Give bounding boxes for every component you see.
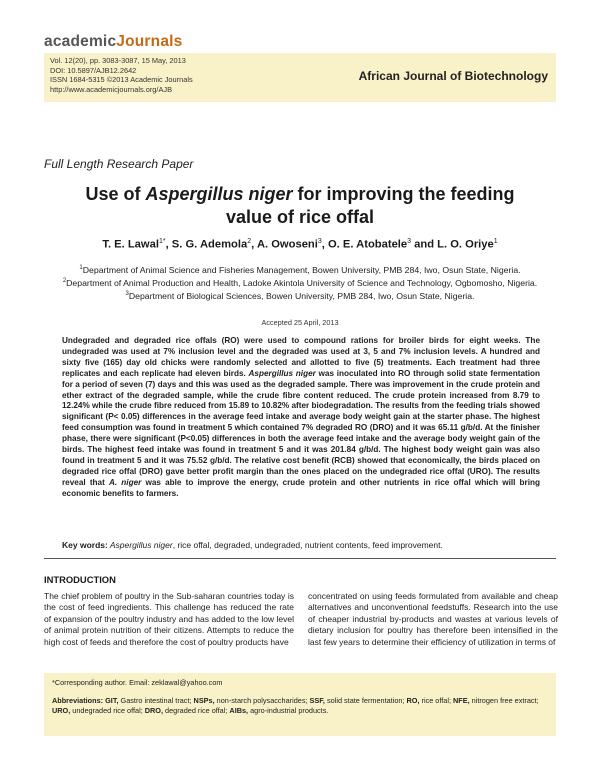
author-affil-mark: 1 (493, 238, 498, 245)
author-separator: , (251, 238, 257, 251)
keywords (62, 540, 540, 550)
author-affil-mark: 3 (317, 238, 322, 245)
abbreviations-label: Abbreviations: (52, 696, 104, 705)
author-name: L. O. Oriye (437, 238, 494, 251)
keywords-list: , rice offal, degraded, undegraded, nutrient contents, feed improvement. (172, 540, 443, 550)
issn: ISSN 1684-5315 ©2013 Academic Journals (50, 75, 193, 85)
logo-academic: academic (44, 33, 117, 50)
abstract-species: Aspergillus niger (248, 368, 316, 378)
title-prefix: Use of (85, 184, 146, 204)
journal-name: African Journal of Biotechnology (358, 69, 548, 83)
abbreviations: Abbreviations: GIT, Gastro intestinal tract; NSPs, non-starch polysaccharides; SSF, solid state fermentation; RO, rice offal; NFE, nitrogen free extract; URO, undegraded rice offal; DRO, degraded rice offal; AIBs, agro-industrial products. (52, 696, 539, 715)
title-line2: value of rice offal (225, 207, 375, 227)
section-divider (44, 558, 556, 559)
accepted-date: Accepted 25 April, 2013 (261, 318, 339, 327)
title-species: Aspergillus niger (145, 184, 293, 204)
abstract: Undegraded and degraded rice offals (RO) were used to compound rations for broiler birds for eight weeks. The undegraded was used at 7% inclusion level and the degraded was used at 3, 5 and 7% inclusion levels. A hundred and sixty five (165) day old chicks were randomly selected and allotted to five (5) treatments. Each treatment had three replicates and each replicate had eleven birds. Aspergillus niger was inoculated into RO through solid state fermentation for a period of seven (7) days and this was used as the degraded sample. There was improvement in the crude protein and ether extract of the degraded sample, while the crude fibre content reduced. The crude protein increased from 8.79 to 12.24% while the crude fibre reduced from 15.89 to 10.82% after biodegradation. The results from the feeding trials showed significant (P< 0.05) differences in the average feed intake and average body weight gain at the starter phase. The highest feed consumption was found in treatment 5 which contained 7% degraded RO (DRO) and it was 65.11 g/b/d. At the finisher phase, there were significant (P<0.05) differences in both the average feed intake and the average body weight gain of the birds. The highest feed intake was found in treatment 5 and it was 201.84 g/b/d. The highest body weight gain was also found in treatment 5 and it was 75.52 g/b/d. The relative cost benefit (RCB) showed that economically, the birds placed on degraded rice offal (DRO) gave better profit margin than the ones placed on the undegraded rice offal (URO). The results reveal that A. niger was able to improve the energy, crude protein and other nutrients in rice offal which will bring economic benefits to farmers. (62, 336, 541, 498)
affiliation: $^2$Department of Animal Production and Health, Ladoke Akintola University of Science and Technology, Ogbomosho, Nigeria. (62, 277, 538, 288)
corresponding-author: *Corresponding author. Email: zeklawal@yahoo.com (52, 678, 223, 687)
keywords-label: Key words: (62, 540, 108, 550)
journal-info-bar (44, 53, 556, 102)
doi: DOI: 10.5897/AJB12.2642 (50, 65, 137, 75)
author-name: O. E. Atobatele (327, 238, 408, 251)
author-name: A. Owoseni (256, 238, 318, 251)
volume-pages: Vol. 12(20), pp. 3083-3087, 15 May, 2013 (50, 56, 186, 65)
publisher-logo (44, 33, 182, 51)
author-affil-mark: 3 (407, 238, 412, 245)
paper-type: Full Length Research Paper (44, 157, 194, 171)
logo-journals: Journals (116, 33, 183, 50)
body-column-right: concentrated on using feeds formulated from available and cheap alternatives and unconventional feedstuffs. Research into the use of cheaper industrial by-products and wastes at various levels of dietary inclusion for poultry has therefore been intensified in the last few years to determine their efficiency of utilization in terms of (308, 591, 558, 647)
section-heading: INTRODUCTION (44, 574, 116, 585)
author-affil-mark: 2 (247, 238, 252, 245)
keywords-species: Aspergillus niger (107, 540, 173, 550)
journal-url[interactable]: http://www.academicjournals.org/AJB (50, 84, 172, 94)
author-separator: , (321, 238, 328, 251)
author-affil-mark: 1* (158, 238, 166, 245)
author-separator: and (411, 238, 438, 251)
affiliation: $^1$Department of Animal Science and Fisheries Management, Bowen University, PMB 284, Iwo, Osun State, Nigeria. (79, 264, 521, 275)
author-name: S. G. Ademola (171, 238, 248, 251)
citation-info (50, 56, 193, 94)
affiliations (44, 263, 556, 302)
footnote-box (44, 673, 556, 736)
title-suffix: for improving the feeding (292, 184, 515, 204)
author-name: T. E. Lawal (102, 238, 159, 251)
abstract-species: A. niger (108, 477, 142, 487)
affiliation: $^3$Department of Biological Sciences, Bowen University, PMB 284, Iwo, Osun State, Nigeria. (125, 290, 475, 301)
paper-title (44, 183, 556, 229)
body-column-left: The chief problem of poultry in the Sub-saharan countries today is the cost of feed ingredients. This challenge has reduced the rate of expansion of the poultry industry and has added to the low level of animal protein nutrition of their citizens. Attempts to reduce the high cost of feeds and therefore the cost of poultry products have (44, 591, 294, 647)
author-list (44, 238, 556, 251)
author-separator: , (165, 238, 172, 251)
